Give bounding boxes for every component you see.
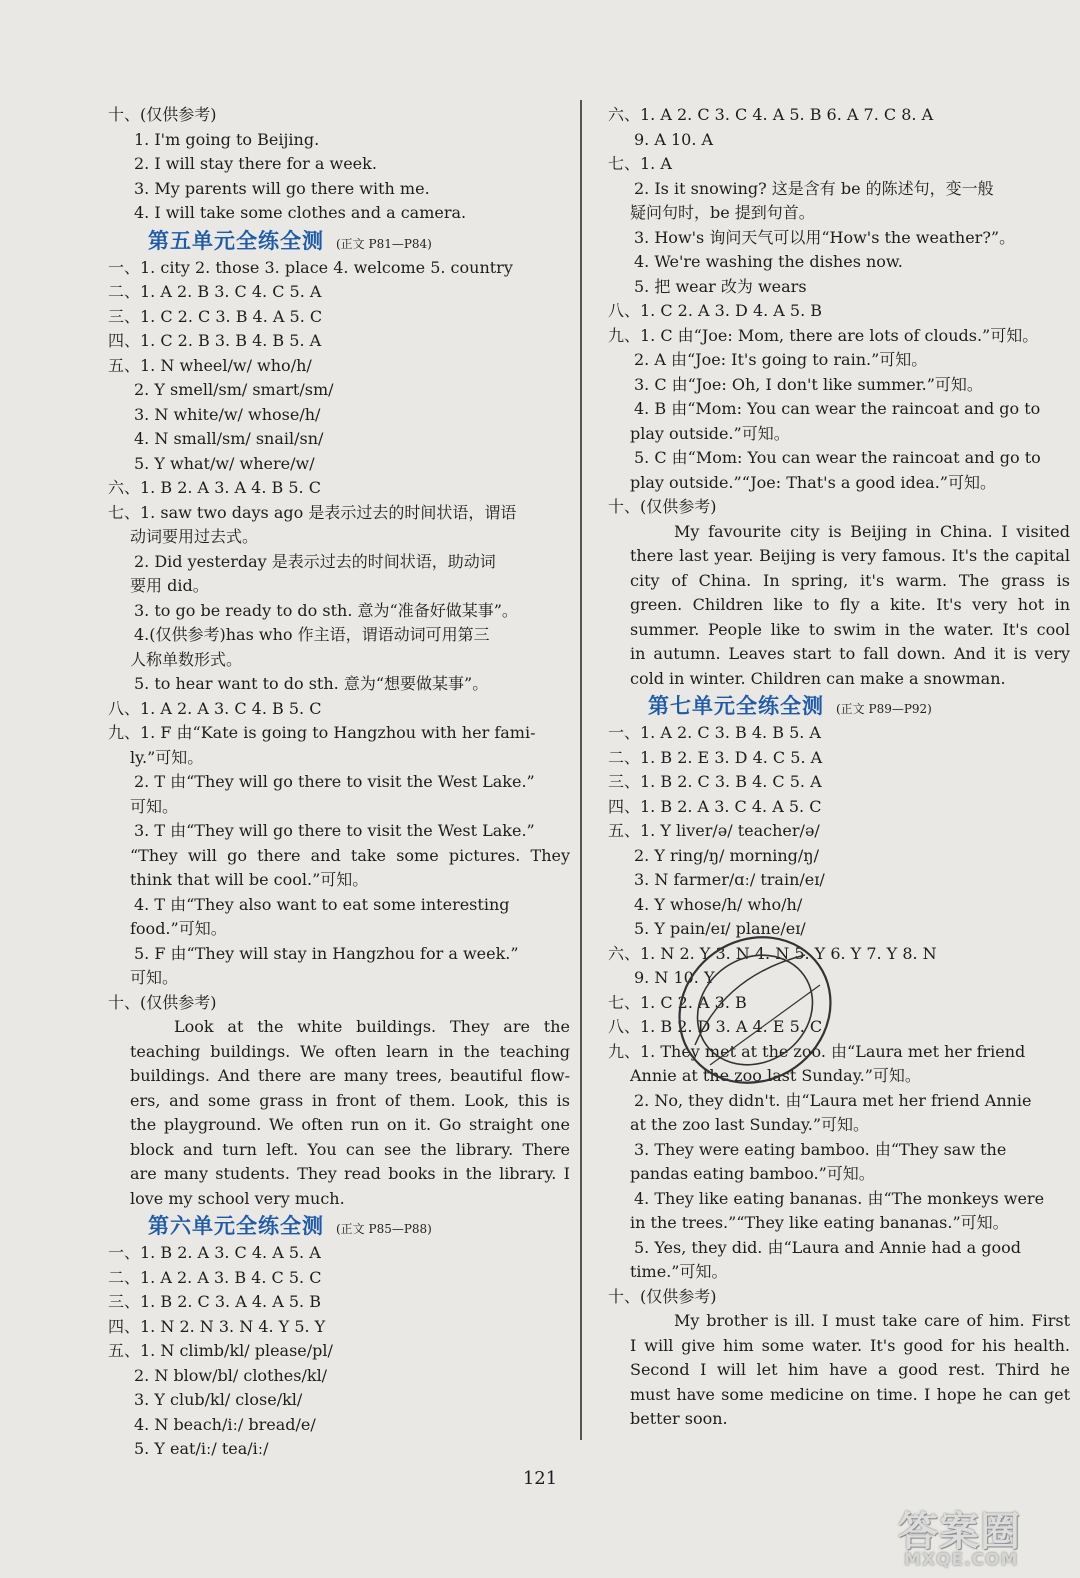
answer-line: 3. T 由“They will go there to visit the West Lake.” xyxy=(134,821,535,840)
section-answer-line: 四、1. C 2. B 3. B 4. B 5. A xyxy=(108,331,322,350)
answer-continuation: time.”可知。 xyxy=(630,1262,728,1281)
section-answer-line: 九、1. F 由“Kate is going to Hangzhou with her fami- xyxy=(108,723,536,742)
answer-continuation: food.”可知。 xyxy=(130,919,227,938)
answer-line: 4. Y whose/h/ who/h/ xyxy=(634,894,803,914)
section-answer-line: 八、1. C 2. A 3. D 4. A 5. B xyxy=(608,301,823,320)
answer-continuation: in the trees.”“They like eating bananas.”可知。 xyxy=(630,1213,1009,1232)
answer-line: 2. N blow/bl/ clothes/kl/ xyxy=(134,1365,328,1385)
unit-page-ref: (正文 P81—P84) xyxy=(336,236,432,251)
paragraph-line: buildings. And there are many trees, beautiful flow- xyxy=(130,1066,570,1085)
paragraph-line: green. Children like to fly a kite. It's very hot in xyxy=(630,595,1070,614)
section-answer-line: 七、1. A xyxy=(608,154,672,173)
answer-continuation: Annie at the zoo last Sunday.”可知。 xyxy=(630,1066,921,1085)
answer-line: 2. No, they didn't. 由“Laura met her friend Annie xyxy=(634,1090,1032,1110)
section-answer-line: 一、1. A 2. C 3. B 4. B 5. A xyxy=(608,723,821,742)
left-column xyxy=(108,103,570,1462)
section-answer-line: 二、1. B 2. E 3. D 4. C 5. A xyxy=(608,747,823,767)
answer-line: 3. to go be ready to do sth. 意为“准备好做某事”。 xyxy=(134,600,518,620)
answer-line: 4. N beach/iː/ bread/e/ xyxy=(134,1414,316,1434)
answer-line: 3. Y club/kl/ close/kl/ xyxy=(134,1390,303,1409)
answer-line: 1. I'm going to Beijing. xyxy=(134,129,320,149)
answer-continuation: think that will be cool.”可知。 xyxy=(130,870,369,889)
answer-continuation: pandas eating bamboo.”可知。 xyxy=(630,1164,875,1183)
section-answer-line: 四、1. N 2. N 3. N 4. Y 5. Y xyxy=(108,1316,326,1336)
paragraph-line: better soon. xyxy=(630,1409,728,1428)
paragraph-line: “They will go there and take some pictures. They xyxy=(130,845,570,865)
answer-line: 3. My parents will go there with me. xyxy=(134,178,430,198)
section-answer-line: 七、1. C 2. A 3. B xyxy=(608,992,747,1012)
answer-line: 4. B 由“Mom: You can wear the raincoat and go to xyxy=(634,399,1041,418)
section-answer-line: 一、1. B 2. A 3. C 4. A 5. A xyxy=(108,1243,321,1262)
unit-heading xyxy=(608,691,1070,721)
answer-continuation: play outside.”“Joe: That's a good idea.”可知。 xyxy=(630,472,996,492)
answer-line: 9. A 10. A xyxy=(634,129,714,149)
section-answer-line: 五、1. N wheel/w/ who/h/ xyxy=(108,355,312,375)
answer-line: 5. Y pain/eɪ/ plane/eɪ/ xyxy=(634,919,806,938)
unit-title: 第五单元全练全测 xyxy=(148,228,324,253)
paragraph-line: My brother is ill. I must take care of him. First xyxy=(674,1311,1070,1330)
unit-title: 第七单元全练全测 xyxy=(648,694,824,718)
answer-line: 5. F 由“They will stay in Hangzhou for a week.” xyxy=(134,943,519,963)
paragraph-line: cold in winter. Children can make a snowman. xyxy=(630,668,1006,688)
paragraph-line: the playground. We often run on it. Go straight one xyxy=(130,1115,570,1134)
right-column xyxy=(608,103,1070,1432)
answer-continuation: 要用 did。 xyxy=(130,576,209,595)
section-answer-line: 三、1. B 2. C 3. A 4. A 5. B xyxy=(108,1292,321,1311)
answer-continuation: ly.”可知。 xyxy=(130,747,204,767)
answer-line: 2. Is it snowing? 这是含有 be 的陈述句，变一般 xyxy=(634,178,994,198)
paragraph-line: summer. People like to swim in the water. It's cool xyxy=(630,619,1070,639)
section-answer-line: 三、1. B 2. C 3. B 4. C 5. A xyxy=(608,772,822,791)
section-answer-line: 二、1. A 2. B 3. C 4. C 5. A xyxy=(108,282,322,301)
answer-line: 2. I will stay there for a week. xyxy=(134,154,377,173)
paragraph-line: block and turn left. You can see the library. There xyxy=(130,1139,570,1159)
answer-line: 2. Y ring/ŋ/ morning/ŋ/ xyxy=(634,845,819,865)
answer-continuation: 人称单数形式。 xyxy=(130,649,243,669)
section-answer-line: 十、(仅供参考) xyxy=(608,497,717,516)
answer-line: 5. to hear want to do sth. 意为“想要做某事”。 xyxy=(134,674,489,693)
paragraph-line: are many students. They read books in the library. I xyxy=(130,1164,570,1183)
section-answer-line: 十、(仅供参考) xyxy=(108,992,217,1012)
logo-brand-text: 答案圈 xyxy=(898,1509,1021,1555)
answer-continuation: at the zoo last Sunday.”可知。 xyxy=(630,1115,870,1134)
section-answer-line: 五、1. N climb/kl/ please/pl/ xyxy=(108,1341,333,1360)
page-number: 121 xyxy=(522,1468,558,1489)
answer-continuation: 可知。 xyxy=(130,968,179,987)
section-answer-line: 二、1. A 2. A 3. B 4. C 5. C xyxy=(108,1267,322,1287)
section-answer-line: 三、1. C 2. C 3. B 4. A 5. C xyxy=(108,306,323,326)
paragraph-line: Second I will let him have a good rest. Third he xyxy=(630,1360,1070,1379)
answer-line: 5. C 由“Mom: You can wear the raincoat and go to xyxy=(634,448,1041,467)
answer-line: 3. C 由“Joe: Oh, I don't like summer.”可知。 xyxy=(634,374,983,394)
answer-line: 5. Yes, they did. 由“Laura and Annie had a good xyxy=(634,1237,1021,1257)
section-answer-line: 七、1. saw two days ago 是表示过去的时间状语，谓语 xyxy=(108,502,517,522)
answer-line: 3. How's 询问天气可以用“How's the weather?”。 xyxy=(634,227,1016,247)
unit-heading xyxy=(108,1211,570,1241)
answer-continuation: play outside.”可知。 xyxy=(630,423,790,443)
answer-line: 5. 把 wear 改为 wears xyxy=(634,276,807,296)
paragraph-line: teaching buildings. We often learn in the teaching xyxy=(130,1041,570,1061)
answer-line: 4. N small/sm/ snail/sn/ xyxy=(134,429,324,448)
paragraph-line: there last year. Beijing is very famous. It's the capital xyxy=(630,546,1070,565)
paragraph-line: must have some medicine on time. I hope he can get xyxy=(630,1384,1070,1404)
answer-line: 4. They like eating bananas. 由“The monkeys were xyxy=(634,1188,1045,1208)
section-answer-line: 五、1. Y liver/ə/ teacher/ə/ xyxy=(608,821,820,840)
section-answer-line: 六、1. N 2. Y 3. N 4. N 5. Y 6. Y 7. Y 8. N xyxy=(608,943,937,963)
section-answer-line: 八、1. B 2. D 3. A 4. E 5. C xyxy=(608,1017,823,1036)
answer-line: 4. We're washing the dishes now. xyxy=(634,252,903,271)
section-answer-line: 一、1. city 2. those 3. place 4. welcome 5. country xyxy=(108,257,513,277)
logo-domain-text: MXQE.COM xyxy=(904,1550,1019,1570)
answer-line: 5. Y eat/iː/ tea/iː/ xyxy=(134,1439,269,1458)
paragraph-line: Look at the white buildings. They are the xyxy=(174,1017,570,1036)
site-logo xyxy=(888,1502,1074,1572)
paragraph-line: My favourite city is Beijing in China. I visited xyxy=(674,521,1070,541)
answer-line: 9. N 10. Y xyxy=(634,968,715,987)
answer-line: 4. I will take some clothes and a camera. xyxy=(134,203,467,222)
section-answer-line: 八、1. A 2. A 3. C 4. B 5. C xyxy=(108,698,322,718)
answer-line: 2. T 由“They will go there to visit the West Lake.” xyxy=(134,772,535,791)
unit-title: 第六单元全练全测 xyxy=(148,1214,324,1238)
answer-line: 2. A 由“Joe: It's going to rain.”可知。 xyxy=(634,350,928,369)
answer-line: 3. N white/w/ whose/h/ xyxy=(134,404,321,424)
answer-continuation: 疑问句时，be 提到句首。 xyxy=(630,203,815,222)
section-answer-line: 十、(仅供参考) xyxy=(608,1286,717,1306)
answer-line: 3. N farmer/ɑː/ train/eɪ/ xyxy=(634,870,825,889)
section-answer-line: 九、1. C 由“Joe: Mom, there are lots of clouds.”可知。 xyxy=(608,325,1039,345)
section-answer-line: 十、(仅供参考) xyxy=(108,105,217,124)
unit-page-ref: (正文 P85—P88) xyxy=(336,1222,432,1236)
answer-line: 5. Y what/w/ where/w/ xyxy=(134,453,315,473)
paragraph-line: love my school very much. xyxy=(130,1188,345,1208)
answer-continuation: 可知。 xyxy=(130,796,179,816)
answer-line: 4. T 由“They also want to eat some interesting xyxy=(134,894,510,914)
unit-page-ref: (正文 P89—P92) xyxy=(836,702,932,716)
paragraph-line: city of China. In spring, it's warm. The grass is xyxy=(630,570,1070,590)
paragraph-line: I will give him some water. It's good for his health. xyxy=(630,1335,1070,1355)
answer-continuation: 动词要用过去式。 xyxy=(130,527,259,546)
answer-line: 2. Y smell/sm/ smart/sm/ xyxy=(134,380,334,399)
section-answer-line: 六、1. B 2. A 3. A 4. B 5. C xyxy=(108,478,321,497)
section-answer-line: 四、1. B 2. A 3. C 4. A 5. C xyxy=(608,796,822,816)
column-divider xyxy=(580,100,582,1440)
answer-line: 2. Did yesterday 是表示过去的时间状语，助动词 xyxy=(134,551,496,571)
paragraph-line: in autumn. Leaves start to fall down. And it is very xyxy=(630,644,1070,663)
paragraph-line: ers, and some grass in front of them. Look, this is xyxy=(130,1090,570,1110)
unit-heading xyxy=(108,226,570,256)
answer-line: 3. They were eating bamboo. 由“They saw the xyxy=(634,1139,1007,1159)
section-answer-line: 六、1. A 2. C 3. C 4. A 5. B 6. A 7. C 8. A xyxy=(608,105,934,124)
answer-line: 4.(仅供参考)has who 作主语，谓语动词可用第三 xyxy=(134,625,490,644)
section-answer-line: 九、1. They met at the zoo. 由“Laura met her friend xyxy=(608,1041,1026,1061)
